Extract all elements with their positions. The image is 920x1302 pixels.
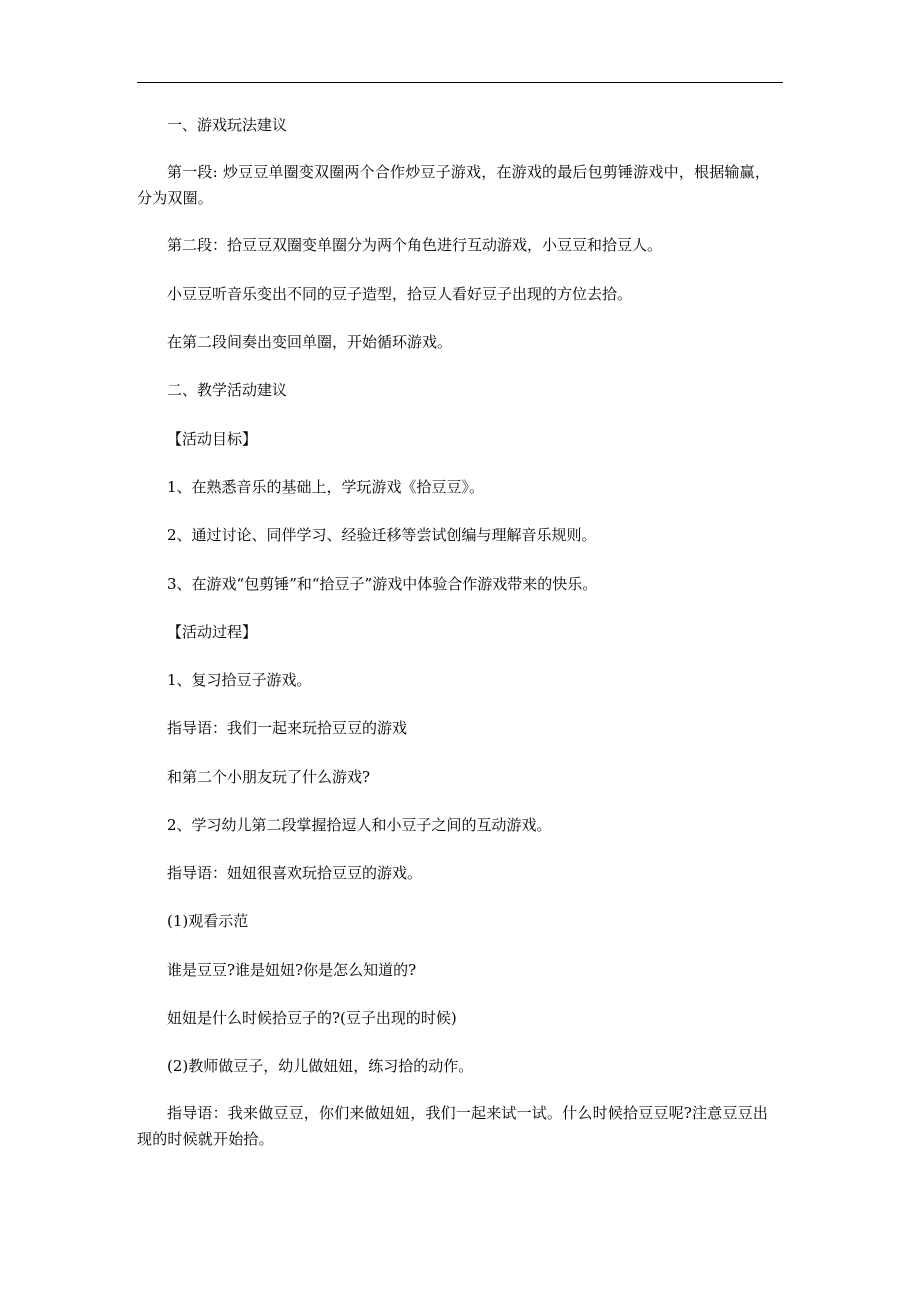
question-3: 妞妞是什么时候拾豆子的?(豆子出现的时候): [167, 1009, 457, 1027]
heading-game-suggestions: 一、游戏玩法建议: [167, 116, 288, 134]
sub-step-2: (2)教师做豆子，幼儿做妞妞，练习拾的动作。: [167, 1057, 474, 1075]
goal-item-1: 1、在熟悉音乐的基础上，学玩游戏《拾豆豆》。: [167, 478, 485, 496]
header-rule: [137, 82, 783, 83]
guidance-3: 指导语：我来做豆豆，你们来做妞妞，我们一起来试一试。什么时候拾豆豆呢?注意豆豆出现的时候就开始拾。: [137, 1104, 769, 1148]
guidance-2: 指导语：妞妞很喜欢玩拾豆豆的游戏。: [167, 864, 423, 882]
guidance-1: 指导语：我们一起来玩拾豆豆的游戏: [167, 719, 408, 737]
question-2: 谁是豆豆?谁是妞妞?你是怎么知道的?: [167, 961, 417, 979]
paragraph-section-one: 第一段: 炒豆豆单圈变双圈两个合作炒豆子游戏，在游戏的最后包剪锤游戏中，根据输赢，分为双圈。: [137, 163, 771, 207]
process-step-2: 2、学习幼儿第二段掌握拾逗人和小豆子之间的互动游戏。: [167, 816, 552, 834]
heading-teaching-suggestions: 二、教学活动建议: [167, 381, 288, 399]
goal-item-3: 3、在游戏“包剪锤”和“拾豆子”游戏中体验合作游戏带来的快乐。: [167, 575, 598, 593]
question-1: 和第二个小朋友玩了什么游戏?: [167, 768, 371, 786]
heading-activity-process: 【活动过程】: [167, 623, 258, 641]
sub-step-1: (1)观看示范: [167, 912, 249, 930]
paragraph-section-two: 第二段：拾豆豆双圈变单圈分为两个角色进行互动游戏，小豆豆和拾豆人。: [167, 236, 663, 254]
heading-activity-goals: 【活动目标】: [167, 430, 258, 448]
process-step-1: 1、复习拾豆子游戏。: [167, 671, 312, 689]
paragraph-small-beans: 小豆豆听音乐变出不同的豆子造型，拾豆人看好豆子出现的方位去拾。: [167, 285, 633, 303]
goal-item-2: 2、通过讨论、同伴学习、经验迁移等尝试创编与理解音乐规则。: [167, 526, 597, 544]
paragraph-interlude: 在第二段间奏出变回单圈，开始循环游戏。: [167, 333, 453, 351]
